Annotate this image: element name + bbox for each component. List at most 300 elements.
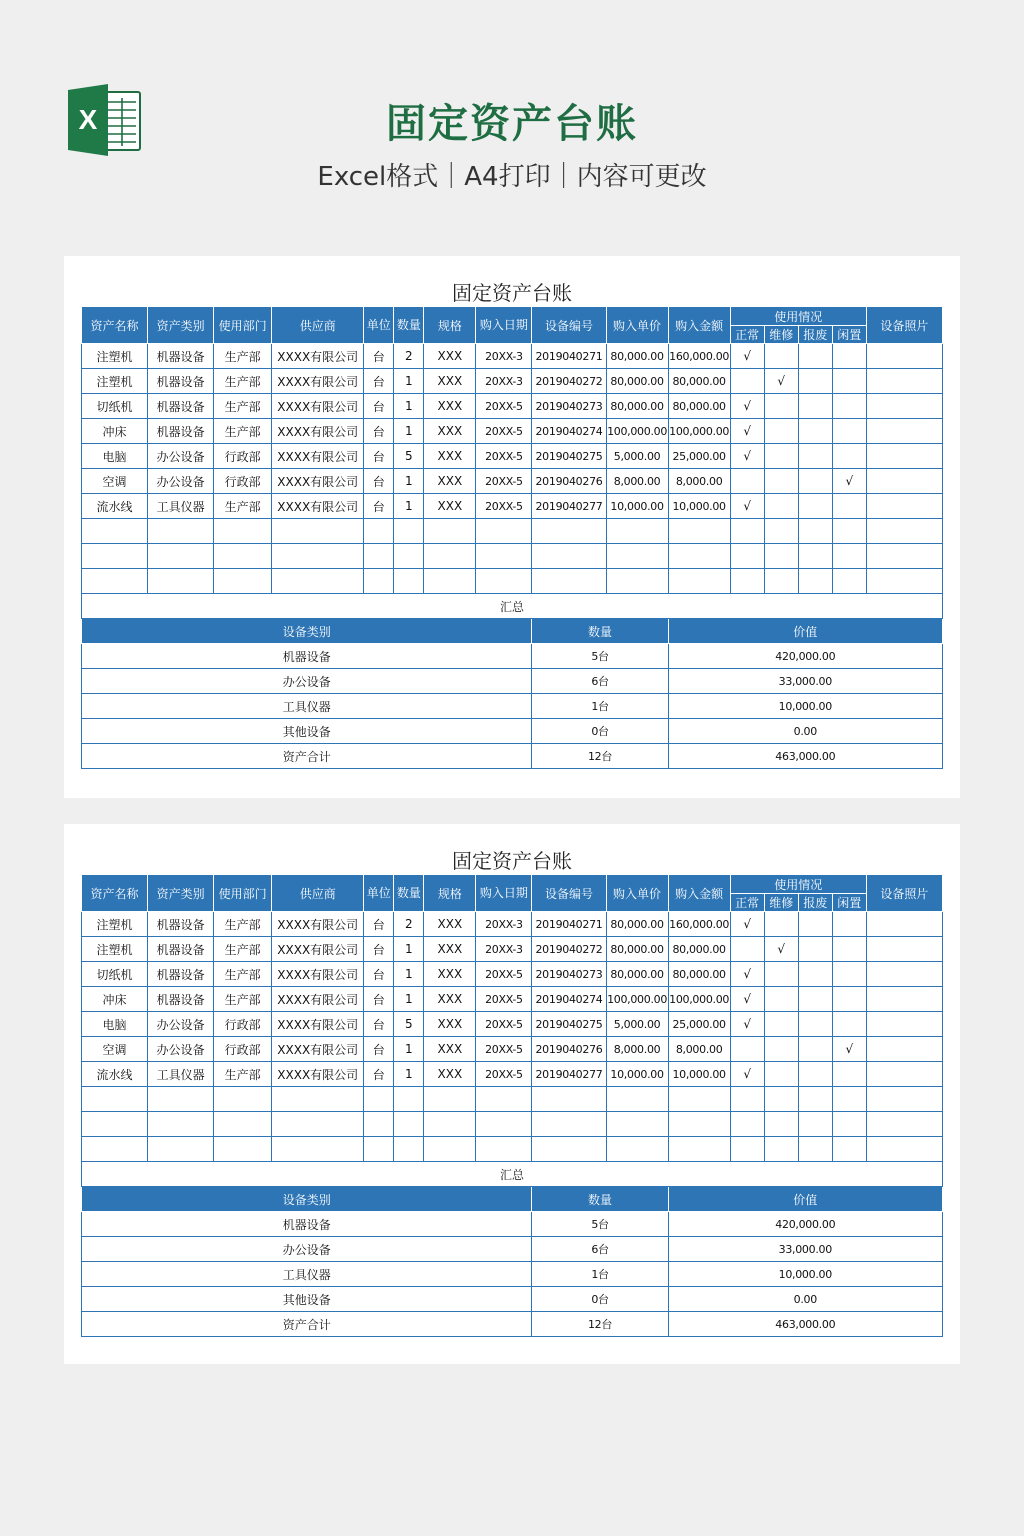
summary-value: 10,000.00 [668,694,942,719]
empty-cell [764,569,798,594]
cell-spec: XXX [424,912,476,937]
empty-cell [606,519,668,544]
empty-cell [272,1137,364,1162]
cell-spec: XXX [424,394,476,419]
empty-cell [730,544,764,569]
empty-cell [532,569,606,594]
empty-cell [832,1087,866,1112]
cell-supplier: XXXX有限公司 [272,419,364,444]
cell-no: 2019040275 [532,1012,606,1037]
cell-name: 注塑机 [82,912,148,937]
cell-photo [866,344,942,369]
col-repair: 维修 [764,894,798,912]
cell-spec: XXX [424,987,476,1012]
cell-date: 20XX-5 [476,419,532,444]
summary-qty: 12台 [532,1312,668,1337]
cell-date: 20XX-5 [476,444,532,469]
col-qty: 数量 [394,307,424,344]
cell-amount: 8,000.00 [668,469,730,494]
empty-cell [606,1137,668,1162]
cell-supplier: XXXX有限公司 [272,987,364,1012]
cell-date: 20XX-5 [476,1037,532,1062]
cell-scrapped [798,1037,832,1062]
empty-cell [82,519,148,544]
col-dept: 使用部门 [214,307,272,344]
cell-repair [764,962,798,987]
cell-type: 机器设备 [148,369,214,394]
empty-cell [730,1087,764,1112]
cell-name: 电脑 [82,1012,148,1037]
summary-col-category: 设备类别 [82,619,532,644]
empty-cell [606,1112,668,1137]
cell-normal: √ [730,1012,764,1037]
cell-qty: 1 [394,369,424,394]
empty-cell [272,569,364,594]
cell-qty: 5 [394,1012,424,1037]
summary-category: 机器设备 [82,1212,532,1237]
cell-name: 流水线 [82,1062,148,1087]
cell-normal: √ [730,912,764,937]
col-asset-name: 资产名称 [82,875,148,912]
empty-cell [668,1087,730,1112]
col-asset-type: 资产类别 [148,875,214,912]
ledger-sheet [64,256,960,798]
cell-amount: 100,000.00 [668,419,730,444]
cell-amount: 160,000.00 [668,344,730,369]
sheet-title: 固定资产台账 [452,849,572,873]
ledger-rows [82,912,943,1162]
empty-cell [532,544,606,569]
empty-cell [866,1087,942,1112]
cell-price: 100,000.00 [606,987,668,1012]
cell-repair [764,469,798,494]
empty-cell [272,544,364,569]
empty-cell [424,519,476,544]
empty-cell [866,569,942,594]
cell-spec: XXX [424,344,476,369]
empty-cell [606,569,668,594]
table-row [82,1062,943,1087]
summary-col-qty: 数量 [532,619,668,644]
cell-photo [866,419,942,444]
cell-spec: XXX [424,1062,476,1087]
col-repair: 维修 [764,326,798,344]
cell-spec: XXX [424,444,476,469]
empty-row [82,519,943,544]
cell-repair [764,1012,798,1037]
cell-repair [764,1037,798,1062]
empty-cell [730,1137,764,1162]
cell-scrapped [798,937,832,962]
cell-name: 空调 [82,1037,148,1062]
cell-qty: 1 [394,1037,424,1062]
empty-cell [82,569,148,594]
cell-scrapped [798,469,832,494]
cell-dept: 行政部 [214,1037,272,1062]
empty-cell [148,569,214,594]
cell-spec: XXX [424,419,476,444]
cell-supplier: XXXX有限公司 [272,444,364,469]
cell-price: 80,000.00 [606,344,668,369]
cell-date: 20XX-3 [476,344,532,369]
cell-type: 机器设备 [148,344,214,369]
cell-date: 20XX-3 [476,937,532,962]
cell-type: 机器设备 [148,419,214,444]
cell-repair: √ [764,369,798,394]
cell-normal: √ [730,987,764,1012]
empty-cell [532,1137,606,1162]
cell-dept: 生产部 [214,344,272,369]
cell-photo [866,469,942,494]
cell-supplier: XXXX有限公司 [272,469,364,494]
cell-normal [730,369,764,394]
summary-rows [82,644,943,769]
empty-cell [532,1112,606,1137]
cell-type: 机器设备 [148,937,214,962]
col-photo: 设备照片 [866,307,942,344]
col-photo: 设备照片 [866,875,942,912]
cell-photo [866,937,942,962]
cell-amount: 25,000.00 [668,1012,730,1037]
cell-amount: 80,000.00 [668,962,730,987]
cell-name: 注塑机 [82,937,148,962]
empty-cell [214,1087,272,1112]
cell-type: 工具仪器 [148,1062,214,1087]
cell-repair [764,394,798,419]
empty-cell [424,1137,476,1162]
col-supplier: 供应商 [272,875,364,912]
empty-cell [476,1087,532,1112]
summary-row [82,669,943,694]
cell-normal [730,937,764,962]
cell-name: 电脑 [82,444,148,469]
cell-unit: 台 [364,962,394,987]
cell-qty: 5 [394,444,424,469]
cell-type: 机器设备 [148,912,214,937]
empty-cell [668,1137,730,1162]
empty-cell [866,1112,942,1137]
summary-qty: 5台 [532,1212,668,1237]
cell-price: 5,000.00 [606,1012,668,1037]
cell-photo [866,987,942,1012]
cell-qty: 1 [394,937,424,962]
cell-repair [764,419,798,444]
empty-cell [866,519,942,544]
empty-cell [394,519,424,544]
summary-qty: 6台 [532,669,668,694]
summary-category: 工具仪器 [82,694,532,719]
cell-unit: 台 [364,1012,394,1037]
cell-date: 20XX-5 [476,494,532,519]
cell-date: 20XX-3 [476,369,532,394]
cell-no: 2019040273 [532,962,606,987]
cell-qty: 1 [394,1062,424,1087]
empty-cell [82,544,148,569]
empty-cell [832,1112,866,1137]
cell-supplier: XXXX有限公司 [272,369,364,394]
cell-name: 注塑机 [82,344,148,369]
cell-normal: √ [730,1062,764,1087]
cell-idle [832,394,866,419]
cell-dept: 生产部 [214,394,272,419]
cell-amount: 10,000.00 [668,494,730,519]
cell-idle [832,1062,866,1087]
cell-idle [832,937,866,962]
empty-cell [764,544,798,569]
empty-cell [476,519,532,544]
summary-qty: 5台 [532,644,668,669]
empty-cell [764,1137,798,1162]
cell-amount: 80,000.00 [668,937,730,962]
cell-spec: XXX [424,1037,476,1062]
col-unit-price: 购入单价 [606,875,668,912]
col-normal: 正常 [730,326,764,344]
cell-unit: 台 [364,344,394,369]
empty-cell [476,1112,532,1137]
cell-dept: 生产部 [214,1062,272,1087]
cell-supplier: XXXX有限公司 [272,494,364,519]
cell-no: 2019040274 [532,419,606,444]
summary-category: 其他设备 [82,1287,532,1312]
cell-unit: 台 [364,394,394,419]
cell-price: 10,000.00 [606,1062,668,1087]
cell-repair [764,912,798,937]
asset-ledger-table [81,874,943,1337]
empty-cell [148,544,214,569]
col-unit-price: 购入单价 [606,307,668,344]
cell-idle: √ [832,469,866,494]
empty-cell [272,1112,364,1137]
cell-no: 2019040272 [532,937,606,962]
summary-qty: 12台 [532,744,668,769]
cell-dept: 行政部 [214,469,272,494]
summary-category: 办公设备 [82,1237,532,1262]
cell-type: 办公设备 [148,469,214,494]
cell-idle [832,369,866,394]
table-row [82,469,943,494]
empty-cell [214,1137,272,1162]
cell-name: 注塑机 [82,369,148,394]
summary-category: 资产合计 [82,744,532,769]
cell-date: 20XX-5 [476,394,532,419]
cell-amount: 160,000.00 [668,912,730,937]
cell-repair: √ [764,937,798,962]
svg-text:X: X [78,104,98,135]
cell-amount: 80,000.00 [668,369,730,394]
empty-cell [148,1137,214,1162]
cell-photo [866,444,942,469]
empty-cell [798,544,832,569]
cell-photo [866,1037,942,1062]
cell-normal: √ [730,394,764,419]
col-idle: 闲置 [832,326,866,344]
empty-cell [272,519,364,544]
cell-qty: 1 [394,419,424,444]
cell-scrapped [798,494,832,519]
cell-amount: 10,000.00 [668,1062,730,1087]
cell-idle [832,962,866,987]
empty-cell [476,1137,532,1162]
cell-price: 100,000.00 [606,419,668,444]
summary-qty: 0台 [532,719,668,744]
cell-idle [832,444,866,469]
summary-row [82,694,943,719]
empty-cell [798,569,832,594]
cell-type: 工具仪器 [148,494,214,519]
summary-qty: 0台 [532,1287,668,1312]
page-subtitle: Excel格式｜A4打印｜内容可更改 [317,162,707,192]
empty-cell [364,544,394,569]
cell-type: 办公设备 [148,1012,214,1037]
cell-no: 2019040272 [532,369,606,394]
cell-normal: √ [730,444,764,469]
empty-row [82,1087,943,1112]
col-normal: 正常 [730,894,764,912]
cell-date: 20XX-3 [476,912,532,937]
empty-cell [364,1137,394,1162]
cell-supplier: XXXX有限公司 [272,1062,364,1087]
cell-no: 2019040271 [532,912,606,937]
empty-cell [532,519,606,544]
cell-dept: 生产部 [214,937,272,962]
cell-date: 20XX-5 [476,962,532,987]
cell-scrapped [798,987,832,1012]
table-row [82,912,943,937]
cell-dept: 行政部 [214,1012,272,1037]
cell-name: 流水线 [82,494,148,519]
cell-date: 20XX-5 [476,1012,532,1037]
empty-cell [394,544,424,569]
col-usage: 使用情况 [730,307,866,326]
empty-cell [764,1112,798,1137]
cell-supplier: XXXX有限公司 [272,394,364,419]
cell-date: 20XX-5 [476,1062,532,1087]
col-spec: 规格 [424,875,476,912]
empty-cell [606,1087,668,1112]
cell-spec: XXX [424,469,476,494]
empty-cell [148,519,214,544]
empty-cell [424,569,476,594]
table-row [82,394,943,419]
cell-amount: 80,000.00 [668,394,730,419]
empty-row [82,1112,943,1137]
empty-cell [798,1137,832,1162]
empty-cell [394,1137,424,1162]
summary-qty: 1台 [532,694,668,719]
ledger-sheet [64,824,960,1364]
cell-scrapped [798,369,832,394]
empty-cell [798,519,832,544]
cell-idle [832,494,866,519]
empty-cell [668,1112,730,1137]
empty-cell [82,1087,148,1112]
cell-no: 2019040277 [532,494,606,519]
col-unit: 单位 [364,875,394,912]
cell-unit: 台 [364,369,394,394]
cell-no: 2019040271 [532,344,606,369]
empty-cell [82,1137,148,1162]
cell-name: 冲床 [82,419,148,444]
col-asset-type: 资产类别 [148,307,214,344]
summary-col-value: 价值 [668,619,942,644]
cell-amount: 25,000.00 [668,444,730,469]
cell-photo [866,962,942,987]
cell-idle [832,987,866,1012]
empty-cell [866,544,942,569]
summary-row [82,1262,943,1287]
empty-cell [532,1087,606,1112]
col-spec: 规格 [424,307,476,344]
col-equip-no: 设备编号 [532,875,606,912]
summary-value: 420,000.00 [668,1212,942,1237]
table-row [82,369,943,394]
table-row [82,444,943,469]
cell-repair [764,494,798,519]
summary-rows [82,1212,943,1337]
cell-repair [764,987,798,1012]
cell-dept: 生产部 [214,962,272,987]
summary-category: 机器设备 [82,644,532,669]
col-asset-name: 资产名称 [82,307,148,344]
empty-cell [364,519,394,544]
summary-row [82,719,943,744]
col-idle: 闲置 [832,894,866,912]
summary-category: 工具仪器 [82,1262,532,1287]
cell-spec: XXX [424,937,476,962]
summary-value: 33,000.00 [668,1237,942,1262]
cell-idle [832,419,866,444]
cell-scrapped [798,394,832,419]
empty-cell [424,1112,476,1137]
empty-cell [832,544,866,569]
summary-qty: 6台 [532,1237,668,1262]
col-qty: 数量 [394,875,424,912]
summary-label: 汇总 [82,594,943,619]
cell-name: 切纸机 [82,394,148,419]
cell-repair [764,1062,798,1087]
cell-no: 2019040276 [532,469,606,494]
empty-cell [730,1112,764,1137]
table-row [82,494,943,519]
col-buy-date: 购入日期 [476,307,532,344]
summary-row [82,1212,943,1237]
col-dept: 使用部门 [214,875,272,912]
cell-qty: 1 [394,494,424,519]
cell-scrapped [798,1012,832,1037]
cell-supplier: XXXX有限公司 [272,1037,364,1062]
empty-cell [730,519,764,544]
empty-cell [364,569,394,594]
empty-cell [730,569,764,594]
cell-qty: 1 [394,962,424,987]
empty-cell [764,1087,798,1112]
empty-cell [424,1087,476,1112]
cell-normal: √ [730,962,764,987]
cell-qty: 1 [394,394,424,419]
empty-cell [606,544,668,569]
cell-qty: 2 [394,912,424,937]
summary-label: 汇总 [82,1162,943,1187]
summary-value: 0.00 [668,1287,942,1312]
cell-normal [730,469,764,494]
cell-amount: 8,000.00 [668,1037,730,1062]
cell-repair [764,344,798,369]
empty-cell [832,519,866,544]
cell-normal: √ [730,419,764,444]
cell-no: 2019040275 [532,444,606,469]
cell-price: 80,000.00 [606,369,668,394]
empty-cell [668,569,730,594]
